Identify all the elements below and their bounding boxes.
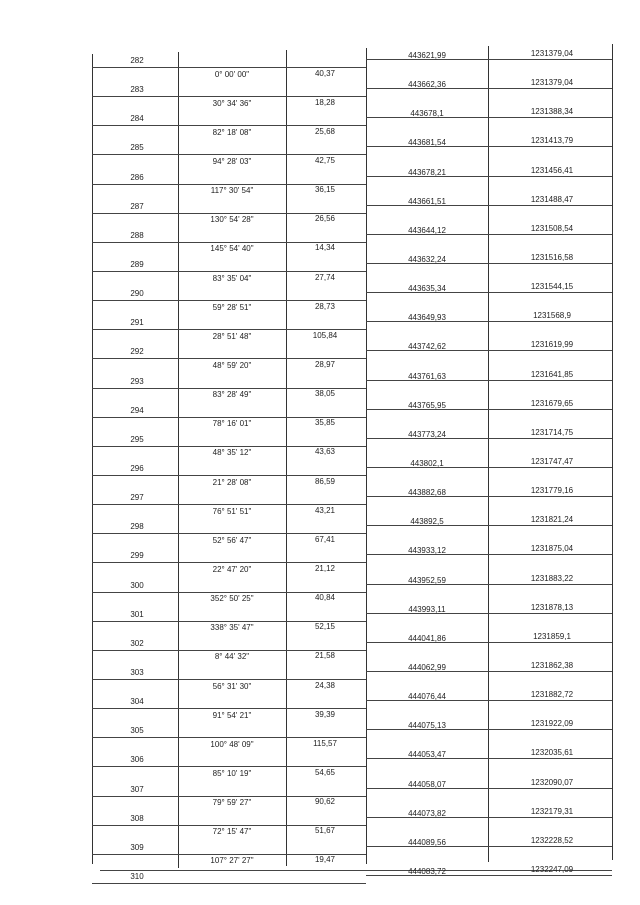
point-number: 289 [130, 260, 144, 269]
coordinate-y: 1232228,52 [530, 835, 574, 845]
segment-angle: 145° 54' 40" [210, 244, 254, 254]
coordinate-y: 1232035,61 [530, 748, 574, 758]
coordinate-y: 1231568,9 [533, 311, 571, 321]
segment-length: 115,57 [313, 738, 337, 748]
point-number: 285 [130, 143, 144, 153]
point-number: 308 [130, 813, 144, 823]
segment-angle: 8° 44' 32" [214, 652, 250, 662]
segment-length: 27,74 [314, 272, 336, 282]
point-number: 294 [130, 405, 144, 415]
coordinate-x: 444076,44 [408, 692, 446, 702]
segment-angle: 82° 18' 08" [212, 127, 252, 137]
segment-length: 52,15 [314, 622, 336, 632]
point-number: 306 [130, 755, 144, 765]
segment-length: 40,37 [314, 68, 336, 78]
coordinate-x: 443662,36 [408, 80, 446, 90]
coordinate-x: 443635,34 [408, 284, 446, 294]
segment-length: 67,41 [314, 534, 336, 544]
segment-length: 14,34 [314, 243, 336, 253]
coordinate-x: 443933,12 [408, 546, 446, 556]
row-line [92, 883, 366, 884]
segment-length: 43,63 [314, 447, 336, 457]
point-number: 299 [130, 551, 144, 561]
coordinate-x: 444053,47 [408, 750, 446, 760]
column-divider [612, 44, 613, 860]
point-number: 291 [130, 318, 144, 328]
segment-length: 51,67 [314, 826, 336, 836]
coordinate-y: 1231488,47 [530, 194, 574, 204]
coordinate-y: 1231821,24 [530, 515, 574, 525]
segment-length: 54,65 [314, 768, 336, 777]
segment-length: 42,75 [314, 156, 336, 165]
column-divider [286, 50, 287, 866]
coordinate-y: 1231456,41 [530, 165, 574, 175]
column-divider [488, 46, 489, 862]
segment-angle: 59° 28' 51" [212, 302, 252, 312]
segment-length: 105,84 [312, 330, 338, 340]
coordinate-y: 1231619,99 [530, 340, 574, 350]
segment-angle: 28° 51' 48" [212, 331, 252, 341]
point-number: 282 [130, 56, 144, 65]
segment-angle: 352° 50' 25" [210, 594, 254, 604]
coordinate-x: 443644,12 [408, 225, 446, 235]
segment-angle: 22° 47' 20" [212, 565, 252, 574]
coordinate-x: 443661,51 [408, 196, 446, 206]
coordinate-y: 1232247,09 [530, 865, 574, 874]
point-number: 292 [130, 347, 144, 357]
point-number: 293 [130, 376, 144, 386]
coordinate-x: 443681,54 [408, 138, 446, 148]
coordinate-x: 444083,72 [408, 867, 446, 876]
coordinate-y: 1231544,15 [530, 282, 574, 292]
segment-angle: 91° 54' 21" [212, 710, 252, 720]
coordinate-x: 443621,99 [408, 51, 446, 60]
coordinate-x: 443952,59 [408, 575, 446, 585]
coordinate-x: 444058,07 [408, 779, 446, 789]
coordinate-y: 1231508,54 [530, 223, 574, 233]
segment-length: 36,15 [314, 185, 336, 195]
point-number: 296 [130, 464, 144, 473]
coordinate-x: 443802,1 [410, 459, 444, 468]
point-number: 301 [130, 609, 144, 619]
coordinate-y: 1232179,31 [530, 806, 574, 816]
coordinate-x: 444041,86 [408, 633, 446, 643]
segment-length: 40,84 [314, 593, 336, 603]
coordinate-x: 443892,5 [410, 517, 444, 527]
segment-angle: 79° 59' 27" [212, 798, 252, 808]
coordinate-y: 1231516,58 [530, 253, 574, 262]
segment-angle: 0° 00' 00" [214, 69, 250, 79]
point-number: 287 [130, 201, 144, 211]
segment-length: 26,56 [314, 214, 336, 224]
segment-length: 43,21 [314, 505, 336, 515]
segment-length: 21,12 [314, 564, 336, 573]
coordinate-x: 443632,24 [408, 255, 446, 264]
coordinate-y: 1231922,09 [530, 719, 574, 729]
coordinate-y: 1231379,04 [530, 49, 574, 58]
point-number: 310 [130, 872, 144, 881]
segment-length: 21,58 [314, 651, 336, 661]
segment-angle: 21° 28' 08" [212, 477, 252, 487]
coordinate-x: 444075,13 [408, 721, 446, 731]
coordinate-y: 1231379,04 [530, 78, 574, 88]
coordinate-x: 444073,82 [408, 808, 446, 818]
point-number: 297 [130, 493, 144, 503]
segment-angle: 76° 51' 51" [212, 506, 252, 516]
coordinate-y: 1231859,1 [533, 631, 571, 641]
column-divider [178, 52, 179, 868]
segment-length: 25,68 [314, 126, 336, 136]
point-number: 303 [130, 668, 144, 677]
segment-length: 90,62 [314, 797, 336, 807]
coordinate-y: 1232090,07 [530, 777, 574, 787]
segment-angle: 56° 31' 30" [212, 681, 252, 691]
coordinate-y: 1231679,65 [530, 398, 574, 408]
coordinate-x: 444089,56 [408, 837, 446, 847]
point-number: 302 [130, 638, 144, 648]
coordinate-x: 443761,63 [408, 371, 446, 381]
point-number: 284 [130, 114, 144, 124]
segment-length: 24,38 [314, 680, 336, 690]
segment-angle: 338° 35' 47" [210, 623, 254, 633]
segment-length: 18,28 [314, 97, 336, 107]
segment-length: 86,59 [314, 476, 336, 486]
segment-angle: 48° 35' 12" [212, 448, 252, 458]
column-divider [92, 54, 93, 864]
coordinate-x: 444062,99 [408, 663, 446, 672]
segment-angle: 83° 35' 04" [212, 273, 252, 283]
coordinate-x: 443742,62 [408, 342, 446, 352]
coordinate-y: 1231875,04 [530, 544, 574, 554]
coordinate-y: 1231882,72 [530, 690, 574, 700]
coordinate-x: 443678,21 [408, 167, 446, 177]
coordinate-y: 1231878,13 [530, 602, 574, 612]
segment-angle: 94° 28' 03" [212, 157, 252, 166]
coordinate-y: 1231714,75 [530, 427, 574, 437]
coordinate-x: 443765,95 [408, 400, 446, 410]
segment-angle: 107° 27' 27" [210, 856, 254, 866]
coordinate-y: 1231641,85 [530, 369, 574, 379]
segment-length: 28,97 [314, 360, 336, 369]
column-divider [366, 48, 367, 864]
segment-angle: 52° 56' 47" [212, 535, 252, 545]
point-number: 304 [130, 697, 144, 707]
point-number: 300 [130, 580, 144, 590]
point-number: 290 [130, 289, 144, 299]
segment-length: 39,39 [314, 709, 336, 719]
segment-angle: 72° 15' 47" [212, 827, 252, 837]
coordinate-x: 443882,68 [408, 488, 446, 498]
point-number: 288 [130, 230, 144, 240]
coordinate-x: 443678,1 [410, 109, 444, 119]
point-number: 307 [130, 784, 144, 794]
segment-angle: 83° 28' 49" [212, 390, 252, 400]
point-number: 298 [130, 522, 144, 532]
segment-length: 38,05 [314, 389, 336, 399]
segment-length: 19,47 [314, 855, 336, 865]
segment-angle: 78° 16' 01" [212, 419, 252, 429]
coordinate-x: 443649,93 [408, 313, 446, 323]
coordinate-y: 1231413,79 [530, 136, 574, 146]
segment-angle: 30° 34' 36" [212, 98, 252, 108]
coordinate-x: 443993,11 [408, 604, 446, 614]
segment-length: 35,85 [314, 418, 336, 428]
coordinate-y: 1231388,34 [530, 107, 574, 117]
point-number: 283 [130, 85, 144, 95]
coordinate-y: 1231883,22 [530, 573, 574, 583]
segment-angle: 117° 30' 54" [210, 186, 254, 196]
segment-angle: 100° 48' 09" [210, 739, 254, 749]
point-number: 305 [130, 726, 144, 736]
segment-angle: 48° 59' 20" [212, 361, 252, 370]
coordinate-y: 1231779,16 [530, 486, 574, 496]
segment-length: 28,73 [314, 301, 336, 311]
point-number: 309 [130, 842, 144, 852]
coordinate-y: 1231862,38 [530, 661, 574, 670]
segment-angle: 130° 54' 28" [210, 215, 254, 225]
point-number: 286 [130, 172, 144, 182]
point-number: 295 [130, 434, 144, 444]
segment-angle: 85° 10' 19" [212, 769, 252, 778]
coordinate-x: 443773,24 [408, 429, 446, 439]
coordinate-y: 1231747,47 [530, 457, 574, 466]
